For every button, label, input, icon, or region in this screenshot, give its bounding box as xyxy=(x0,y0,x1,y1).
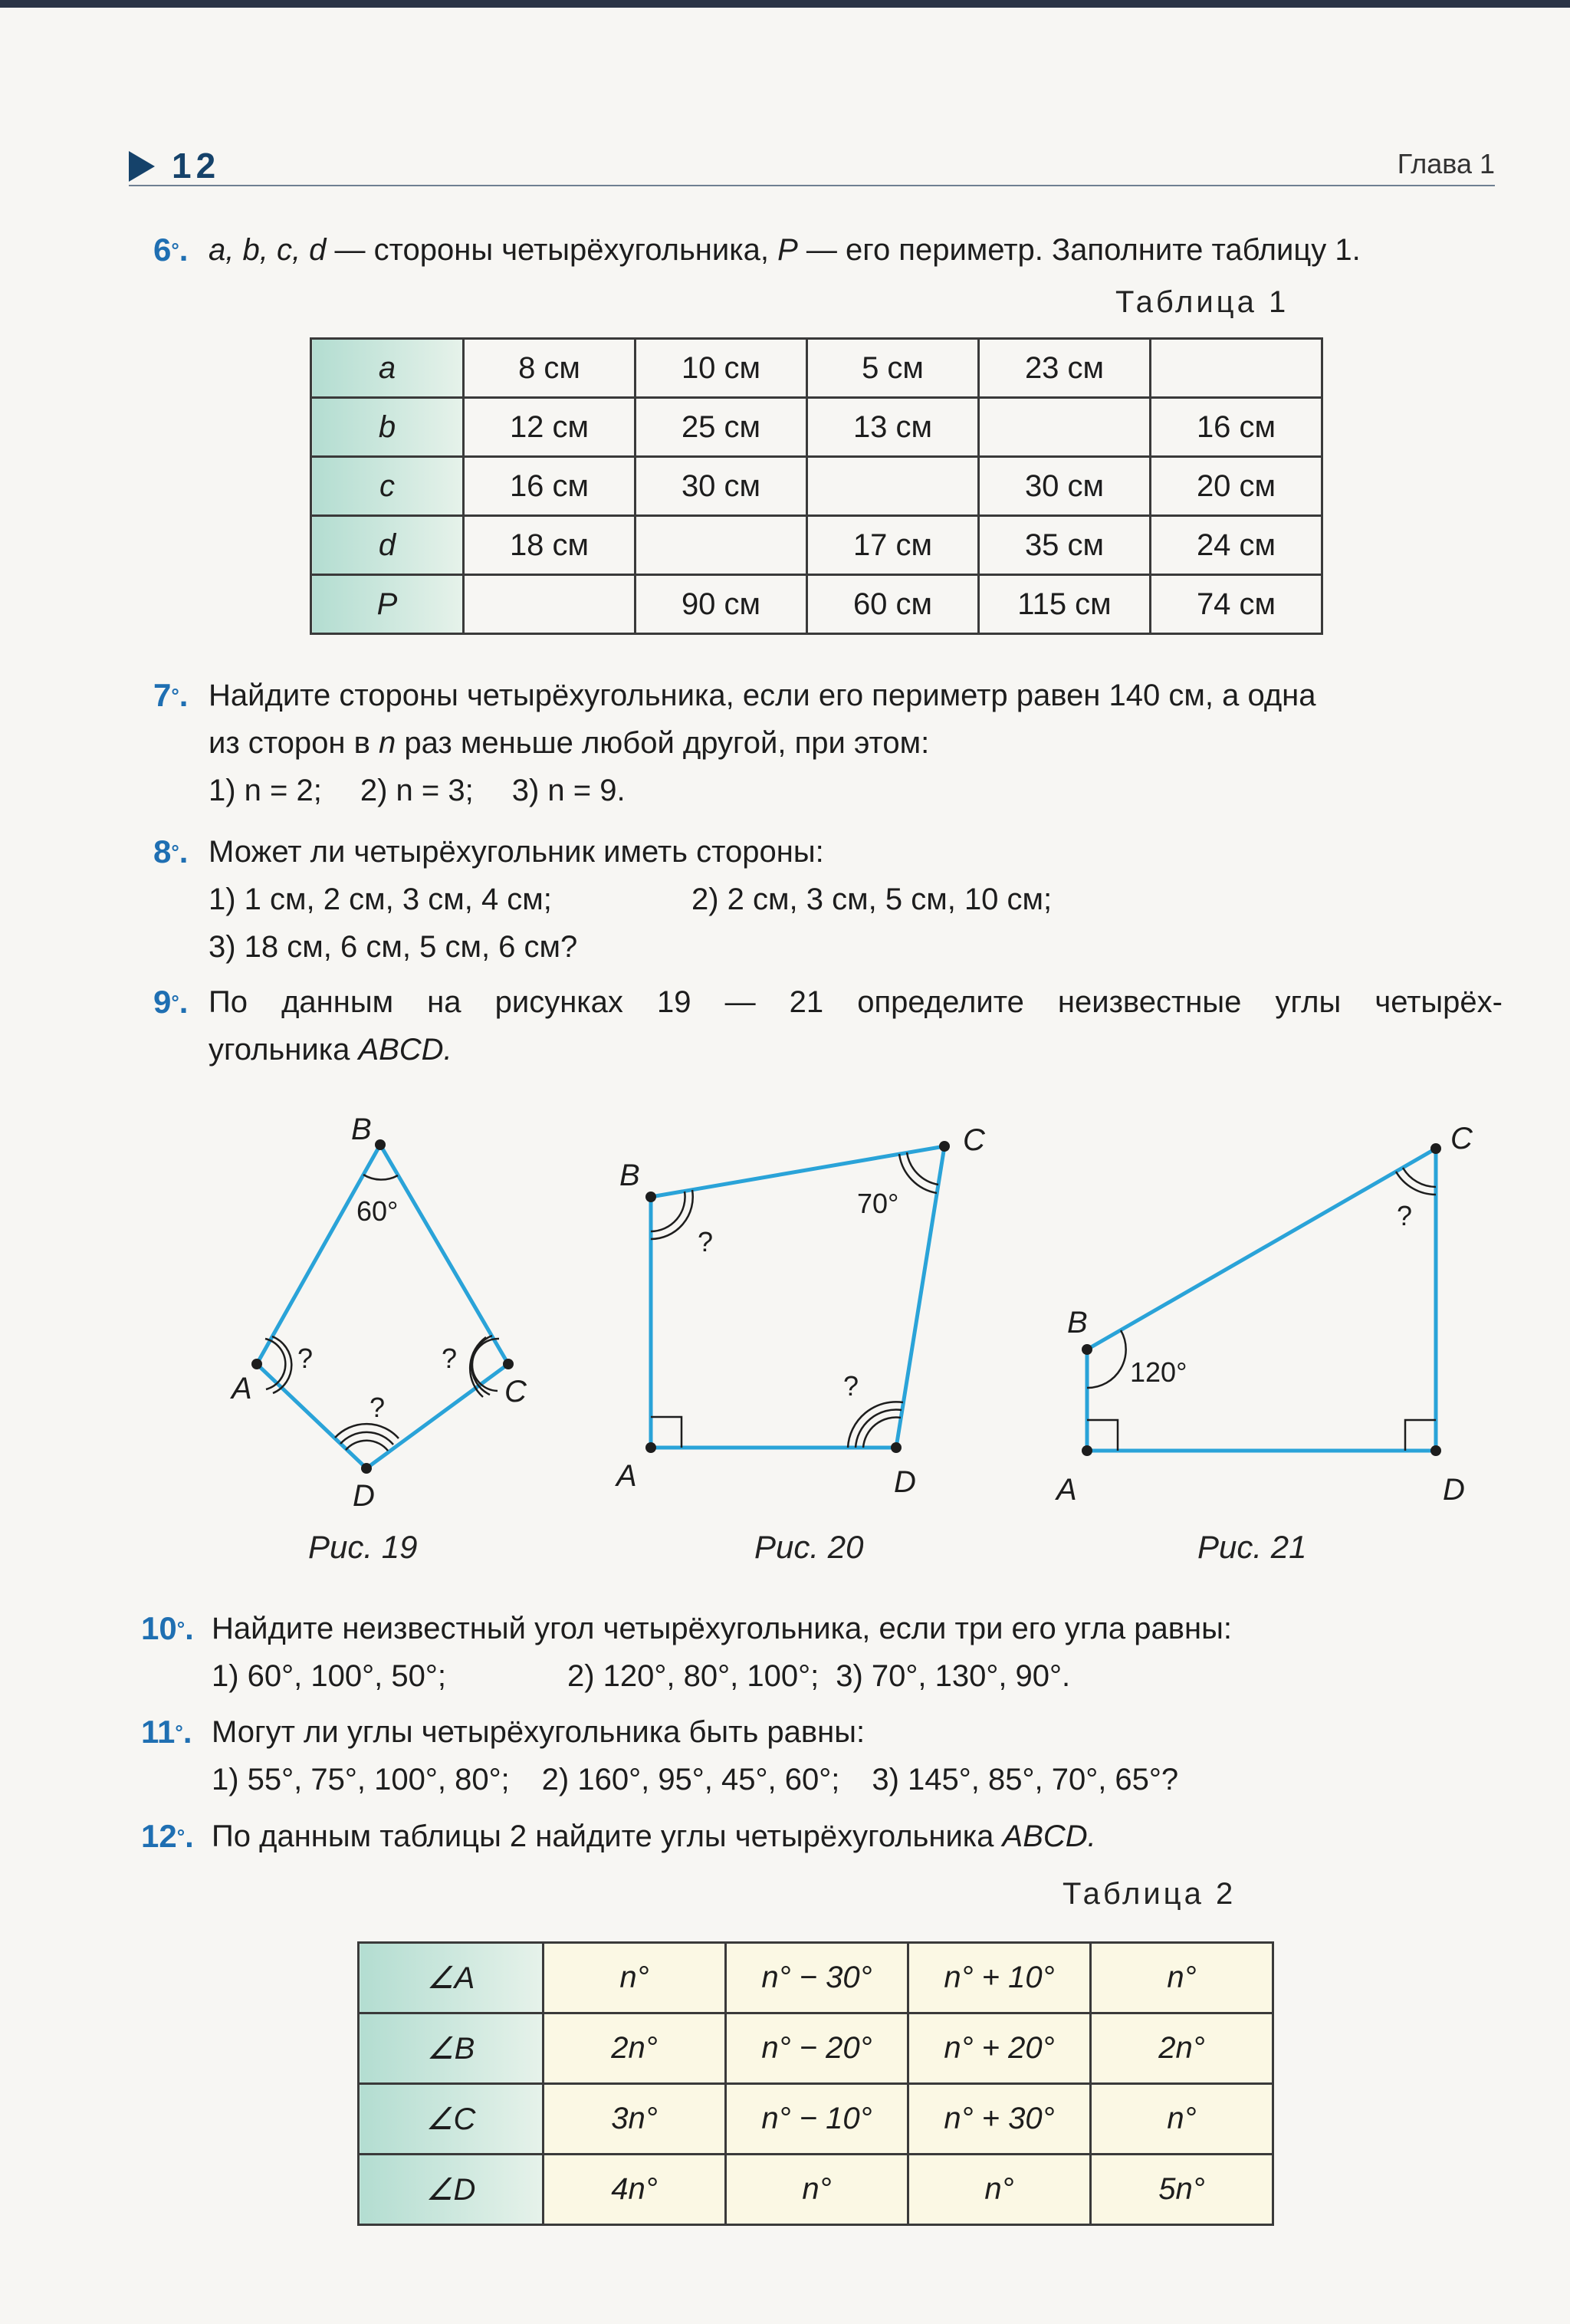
option: 3) n = 9. xyxy=(511,774,626,807)
given-angle: 60° xyxy=(356,1195,399,1227)
table-row xyxy=(359,2013,1273,2084)
task-text-line: По данным таблицы 2 найдите углы четырёхугольника ABCD. xyxy=(212,1819,1096,1853)
table-1 xyxy=(310,337,1323,635)
row-label: ∠B xyxy=(359,2013,544,2084)
vertex-label-b: B xyxy=(619,1159,640,1192)
figure-20 xyxy=(615,1123,986,1565)
table-cell: n° − 10° xyxy=(726,2084,908,2155)
task-text-line: Может ли четырёхугольник иметь стороны: xyxy=(209,835,824,869)
task-10 xyxy=(141,1605,1503,1700)
vertex-label-c: C xyxy=(963,1123,985,1157)
figure-caption: Рис. 20 xyxy=(754,1529,864,1565)
row-label: ∠D xyxy=(359,2155,544,2225)
vertex-label-b: B xyxy=(351,1113,372,1146)
page-arrow-icon xyxy=(129,151,155,182)
table-cell: 60 см xyxy=(807,575,979,634)
task-text-line: Найдите стороны четырёхугольника, если его периметр равен 140 см, а одна xyxy=(209,679,1316,712)
task-options xyxy=(209,767,1503,814)
vertex-label-b: B xyxy=(1067,1306,1088,1340)
table-cell: 90 см xyxy=(636,575,807,634)
option: 3) 70°, 130°, 90°. xyxy=(836,1659,1071,1693)
figure-19 xyxy=(230,1113,527,1565)
unknown-angle: ? xyxy=(1397,1200,1413,1231)
vertex-label-d: D xyxy=(894,1465,916,1499)
table-1-caption: Таблица 1 xyxy=(1115,285,1289,319)
option: 1) 1 см, 2 см, 3 см, 4 см; xyxy=(209,883,552,916)
table-row xyxy=(311,457,1322,516)
task-number: 11°. xyxy=(141,1714,192,1750)
unknown-angle: ? xyxy=(698,1226,714,1257)
table-row xyxy=(359,2155,1273,2225)
table-row xyxy=(359,2084,1273,2155)
row-label: ∠C xyxy=(359,2084,544,2155)
table-cell: n° − 20° xyxy=(726,2013,908,2084)
page-number: 12 xyxy=(172,146,221,186)
table-row xyxy=(311,516,1322,575)
task-8 xyxy=(153,828,1503,971)
table-cell: n° xyxy=(726,2155,908,2225)
option: 3) 145°, 85°, 70°, 65°? xyxy=(872,1763,1179,1796)
given-angle: 70° xyxy=(857,1188,899,1219)
table-cell: 3n° xyxy=(544,2084,726,2155)
page-header xyxy=(129,142,1495,186)
row-label: a xyxy=(311,339,464,398)
table-2 xyxy=(357,1941,1274,2226)
task-6 xyxy=(153,226,1503,274)
unknown-angle: ? xyxy=(370,1392,386,1423)
figures-area xyxy=(0,1089,1570,1579)
row-label: d xyxy=(311,516,464,575)
table-cell: 23 см xyxy=(979,339,1151,398)
table-cell: 16 см xyxy=(1151,398,1322,457)
table-cell: 16 см xyxy=(464,457,636,516)
option: 1) n = 2; xyxy=(209,774,322,807)
task-text-line: По данным на рисунках 19 — 21 определите неизвестные углы четырёх- xyxy=(209,985,1503,1019)
task-options xyxy=(209,876,1503,923)
table-cell: 30 см xyxy=(979,457,1151,516)
quadrilateral-shape xyxy=(1087,1149,1436,1451)
table-cell xyxy=(1151,339,1322,398)
table-row xyxy=(311,398,1322,457)
table-cell: 20 см xyxy=(1151,457,1322,516)
table-row xyxy=(311,339,1322,398)
figure-21 xyxy=(1055,1122,1473,1565)
vertex-label-c: C xyxy=(1450,1122,1473,1155)
option: 1) 55°, 75°, 100°, 80°; xyxy=(212,1763,510,1796)
option: 2) 2 см, 3 см, 5 см, 10 см; xyxy=(691,883,1053,916)
table-cell xyxy=(807,457,979,516)
table-cell: n° xyxy=(544,1943,726,2013)
task-number: 12°. xyxy=(141,1818,194,1854)
option: 1) 60°, 100°, 50°; xyxy=(212,1659,446,1693)
unknown-angle: ? xyxy=(843,1370,859,1402)
table-cell: 4n° xyxy=(544,2155,726,2225)
table-cell: 30 см xyxy=(636,457,807,516)
table-cell: n° + 30° xyxy=(908,2084,1091,2155)
table-cell: 10 см xyxy=(636,339,807,398)
table-cell: n° xyxy=(908,2155,1091,2225)
figure-caption: Рис. 21 xyxy=(1197,1529,1307,1565)
table-cell: 18 см xyxy=(464,516,636,575)
table-cell: 74 см xyxy=(1151,575,1322,634)
table-cell: 2n° xyxy=(544,2013,726,2084)
table-row xyxy=(359,1943,1273,2013)
task-number: 10°. xyxy=(141,1610,194,1646)
table-cell: 8 см xyxy=(464,339,636,398)
table-cell: 24 см xyxy=(1151,516,1322,575)
table-cell xyxy=(979,398,1151,457)
table-cell: 12 см xyxy=(464,398,636,457)
table-cell: 17 см xyxy=(807,516,979,575)
vertex-label-a: A xyxy=(232,1372,252,1405)
table-cell: n° xyxy=(1091,1943,1273,2013)
option: 2) 160°, 95°, 45°, 60°; xyxy=(541,1763,840,1796)
task-7 xyxy=(153,672,1503,814)
option: 3) 18 см, 6 см, 5 см, 6 см? xyxy=(209,930,578,964)
task-number: 7°. xyxy=(153,677,189,713)
top-edge-bar xyxy=(0,0,1570,8)
table-cell: 13 см xyxy=(807,398,979,457)
task-text-line: Найдите неизвестный угол четырёхугольника, если три его угла равны: xyxy=(212,1612,1232,1645)
task-text: a, b, c, d — стороны четырёхугольника, P — его периметр. Заполните таблицу 1. xyxy=(209,233,1361,267)
table-cell xyxy=(636,516,807,575)
task-options xyxy=(212,1652,1503,1700)
figure-caption: Рис. 19 xyxy=(308,1529,418,1565)
option: 2) n = 3; xyxy=(360,774,474,807)
task-12 xyxy=(141,1813,1503,1860)
table-cell: n° + 20° xyxy=(908,2013,1091,2084)
table-cell: 2n° xyxy=(1091,2013,1273,2084)
task-9 xyxy=(153,978,1503,1073)
table-cell: n° xyxy=(1091,2084,1273,2155)
table-cell: 5n° xyxy=(1091,2155,1273,2225)
row-label: P xyxy=(311,575,464,634)
vertex-label-c: C xyxy=(504,1375,527,1409)
task-number: 6°. xyxy=(153,232,189,268)
task-options xyxy=(212,1756,1503,1803)
row-label: c xyxy=(311,457,464,516)
chapter-title: Глава 1 xyxy=(1397,148,1495,179)
table-cell: n° − 30° xyxy=(726,1943,908,2013)
task-text-line: угольника ABCD. xyxy=(209,1033,452,1067)
vertex-label-a: A xyxy=(1056,1473,1077,1507)
task-number: 9°. xyxy=(153,984,189,1020)
row-label: b xyxy=(311,398,464,457)
table-cell: n° + 10° xyxy=(908,1943,1091,2013)
vertex-label-d: D xyxy=(353,1479,375,1513)
table-cell: 5 см xyxy=(807,339,979,398)
vertex-label-a: A xyxy=(616,1459,637,1493)
vertex-label-d: D xyxy=(1443,1473,1465,1507)
task-11 xyxy=(141,1708,1503,1803)
table-cell: 35 см xyxy=(979,516,1151,575)
table-2-caption: Таблица 2 xyxy=(1063,1877,1237,1911)
unknown-angle: ? xyxy=(297,1343,314,1374)
row-label: ∠A xyxy=(359,1943,544,2013)
table-cell: 115 см xyxy=(979,575,1151,634)
table-cell xyxy=(464,575,636,634)
given-angle: 120° xyxy=(1130,1356,1187,1388)
unknown-angle: ? xyxy=(442,1343,458,1374)
table-row xyxy=(311,575,1322,634)
task-number: 8°. xyxy=(153,833,189,869)
table-cell: 25 см xyxy=(636,398,807,457)
option: 2) 120°, 80°, 100°; xyxy=(567,1659,819,1693)
task-text-line: Могут ли углы четырёхугольника быть равны: xyxy=(212,1715,865,1749)
task-text-line: из сторон в n раз меньше любой другой, при этом: xyxy=(209,726,930,760)
